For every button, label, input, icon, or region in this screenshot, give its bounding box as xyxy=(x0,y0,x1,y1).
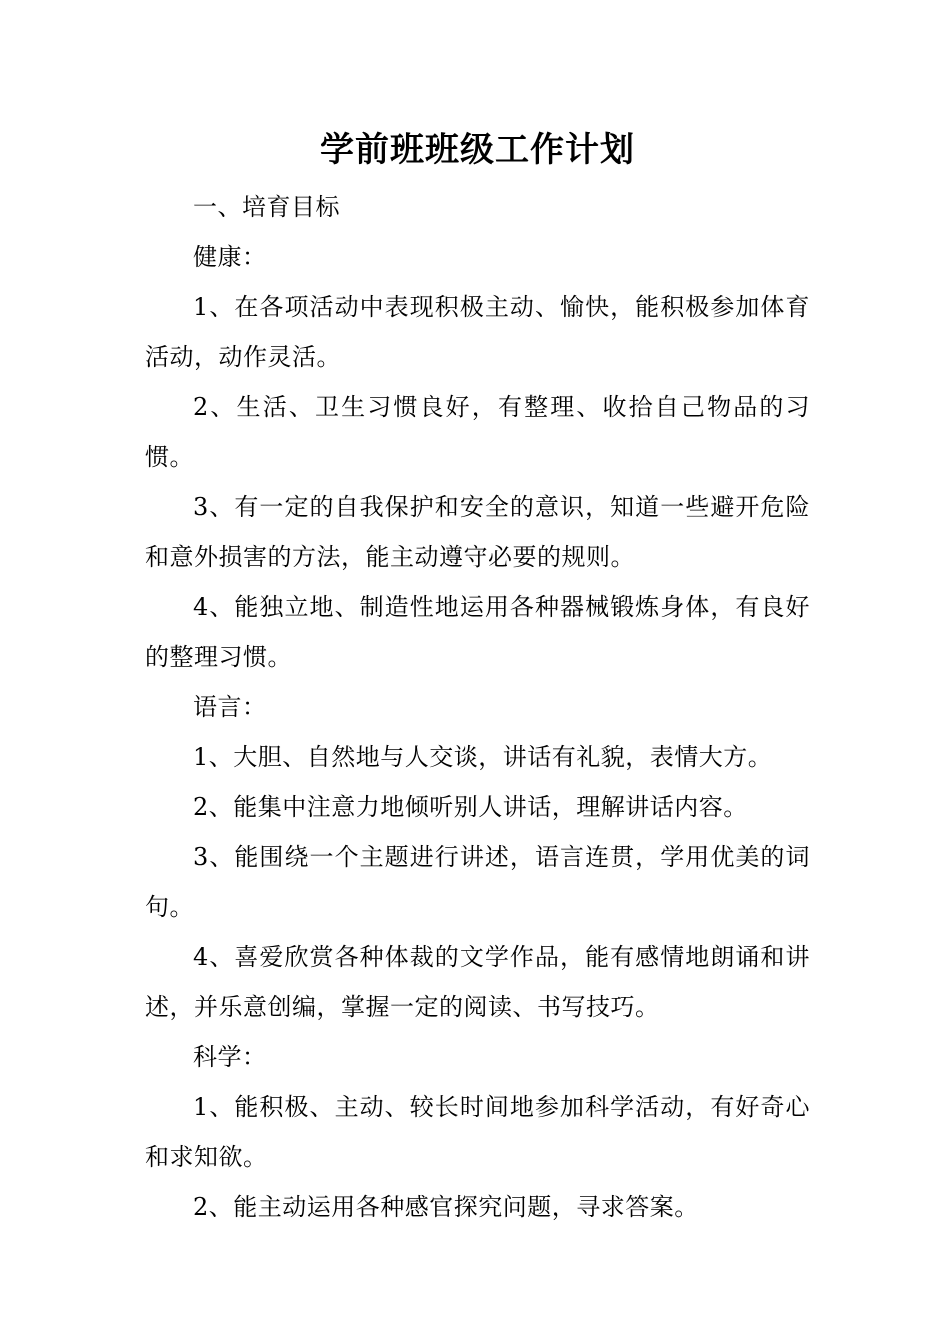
subheading-science: 科学： xyxy=(193,1043,267,1071)
health-item-4: 4、能独立地、制造性地运用各种器械锻炼身体，有良好的整理习惯。 xyxy=(145,593,810,671)
subheading-language: 语言： xyxy=(193,693,267,721)
subheading-health: 健康： xyxy=(193,243,267,271)
health-item-2: 2、生活、卫生习惯良好，有整理、收拾自己物品的习惯。 xyxy=(145,393,810,471)
document-title: 学前班班级工作计划 xyxy=(320,130,635,170)
document-page xyxy=(145,118,810,1232)
science-item-2: 2、能主动运用各种感官探究问题，寻求答案。 xyxy=(193,1193,699,1221)
health-item-3: 3、有一定的自我保护和安全的意识，知道一些避开危险和意外损害的方法，能主动遵守必要的规则。 xyxy=(145,493,810,571)
language-item-3: 3、能围绕一个主题进行讲述，语言连贯，学用优美的词句。 xyxy=(145,843,810,921)
science-item-1: 1、能积极、主动、较长时间地参加科学活动，有好奇心和求知欲。 xyxy=(145,1093,810,1171)
language-item-4: 4、喜爱欣赏各种体裁的文学作品，能有感情地朗诵和讲述，并乐意创编，掌握一定的阅读、书写技巧。 xyxy=(145,943,810,1021)
health-item-1: 1、在各项活动中表现积极主动、愉快，能积极参加体育活动，动作灵活。 xyxy=(145,293,810,371)
language-item-1: 1、大胆、自然地与人交谈，讲话有礼貌，表情大方。 xyxy=(193,743,773,771)
section-heading-goals: 一、培育目标 xyxy=(193,193,340,221)
language-item-2: 2、能集中注意力地倾听别人讲话，理解讲话内容。 xyxy=(193,793,748,821)
